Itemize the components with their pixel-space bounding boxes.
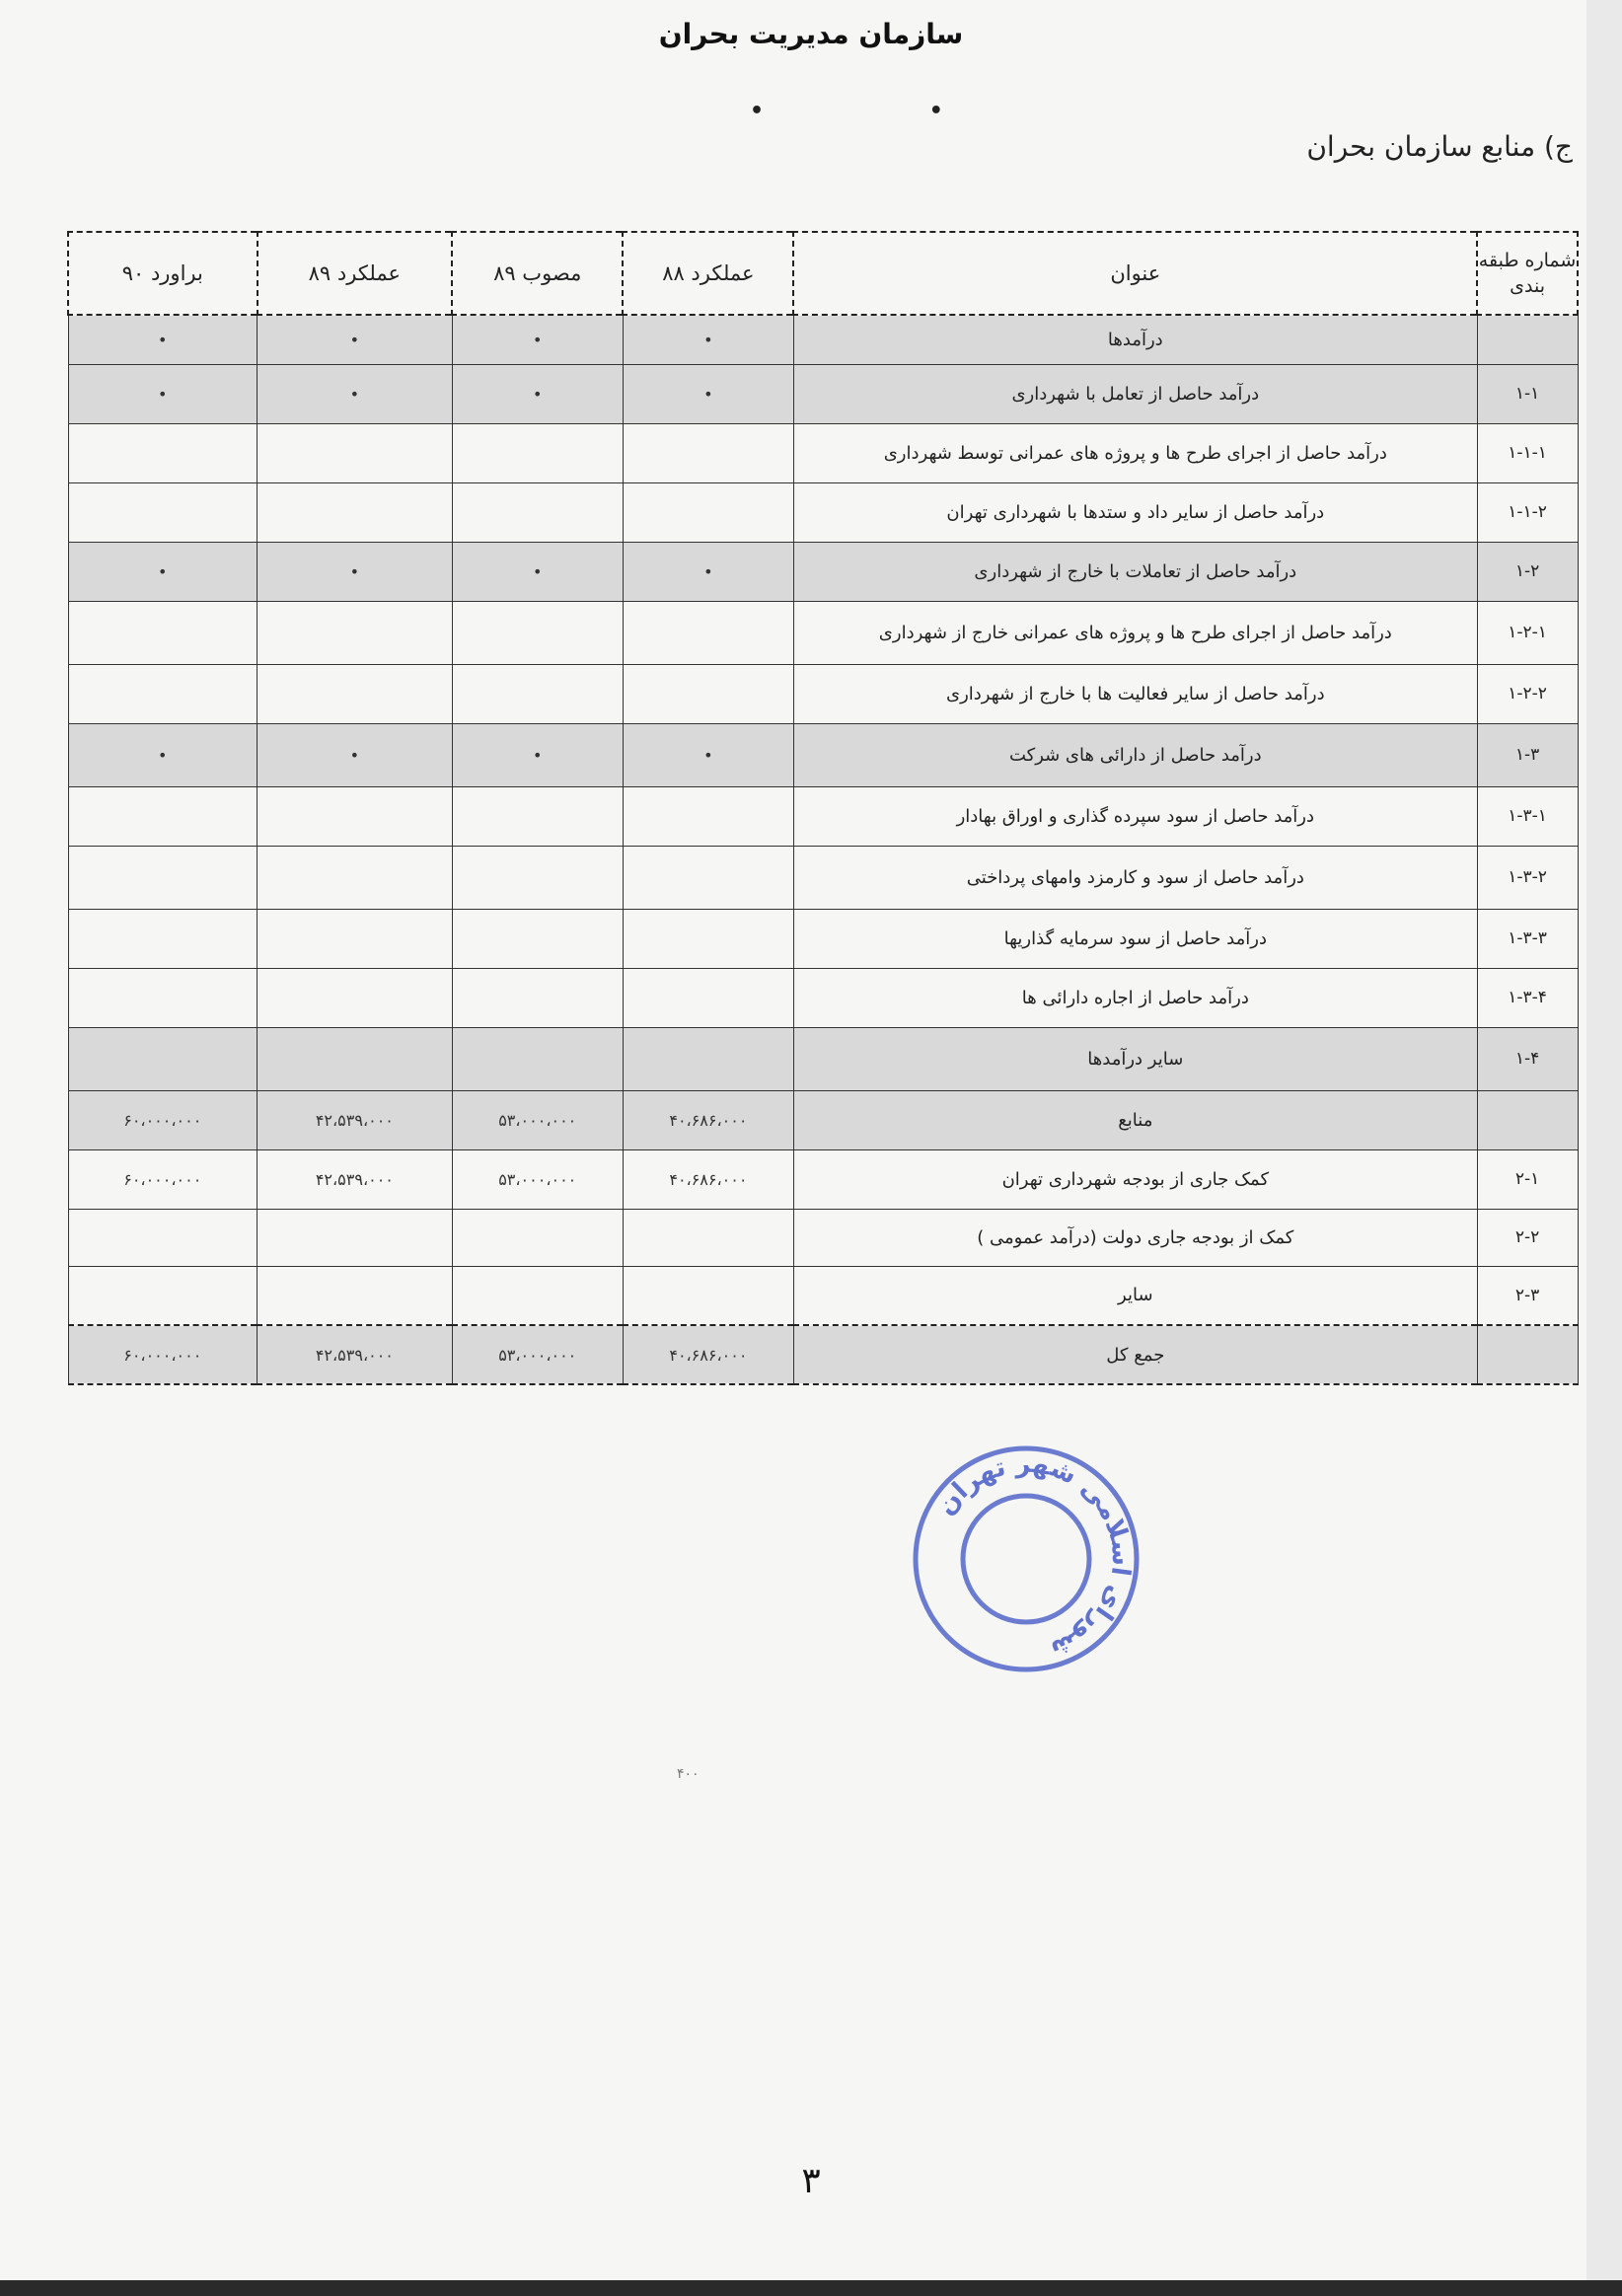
cell-actual-89 (258, 1266, 453, 1325)
stamp-inner-ring (963, 1496, 1089, 1622)
cell-actual-89 (258, 1209, 453, 1266)
cell-estimate-90 (68, 601, 258, 664)
cell-title: کمک از بودجه جاری دولت (درآمد عمومی ) (793, 1209, 1477, 1266)
cell-code: ۱-۲ (1477, 542, 1578, 601)
cell-approved-89 (452, 1266, 623, 1325)
page-number: ۳ (801, 2161, 821, 2201)
header-dots: • • (750, 99, 1022, 123)
table-row (68, 1266, 1578, 1325)
cell-estimate-90: • (68, 315, 258, 364)
cell-title: سایر (793, 1266, 1477, 1325)
cell-actual-89: • (258, 723, 453, 786)
cell-approved-89: • (452, 315, 623, 364)
section-title: ج) منابع سازمان بحران (1306, 130, 1573, 163)
cell-approved-89: • (452, 542, 623, 601)
cell-estimate-90: ۶۰،۰۰۰،۰۰۰ (68, 1090, 258, 1149)
cell-title: درآمد حاصل از تعاملات با خارج از شهرداری (793, 542, 1477, 601)
cell-estimate-90: • (68, 542, 258, 601)
header-actual-89: عملکرد ۸۹ (258, 232, 453, 315)
cell-approved-89: ۵۳،۰۰۰،۰۰۰ (452, 1090, 623, 1149)
cell-code: ۲-۲ (1477, 1209, 1578, 1266)
header-approved-89: مصوب ۸۹ (452, 232, 623, 315)
cell-actual-88: • (623, 364, 793, 423)
table-row (68, 1149, 1578, 1209)
cell-actual-89: • (258, 542, 453, 601)
cell-estimate-90 (68, 786, 258, 846)
cell-actual-88 (623, 1027, 793, 1090)
cell-actual-89: ۴۲،۵۳۹،۰۰۰ (258, 1325, 453, 1384)
cell-approved-89 (452, 786, 623, 846)
cell-actual-89 (258, 423, 453, 482)
cell-actual-88 (623, 482, 793, 542)
table-body (68, 315, 1578, 1384)
cell-approved-89 (452, 909, 623, 968)
resources-table (67, 231, 1579, 1385)
cell-code: ۱-۴ (1477, 1027, 1578, 1090)
cell-estimate-90: ۶۰،۰۰۰،۰۰۰ (68, 1325, 258, 1384)
cell-title: درآمد حاصل از سایر داد و ستدها با شهرداری تهران (793, 482, 1477, 542)
cell-approved-89 (452, 423, 623, 482)
table-row (68, 542, 1578, 601)
cell-actual-88 (623, 909, 793, 968)
scan-edge-right (1586, 0, 1622, 2296)
cell-actual-88 (623, 968, 793, 1027)
scan-edge-bottom (0, 2280, 1622, 2296)
cell-actual-88 (623, 846, 793, 909)
cell-approved-89: • (452, 364, 623, 423)
cell-actual-88: • (623, 315, 793, 364)
cell-approved-89 (452, 1027, 623, 1090)
cell-title: درآمد حاصل از اجاره دارائی ها (793, 968, 1477, 1027)
cell-title: درآمد حاصل از تعامل با شهرداری (793, 364, 1477, 423)
cell-actual-88 (623, 601, 793, 664)
cell-approved-89 (452, 664, 623, 723)
council-stamp (908, 1441, 1144, 1677)
cell-approved-89 (452, 968, 623, 1027)
table-row (68, 664, 1578, 723)
table-row (68, 1090, 1578, 1149)
table-row (68, 601, 1578, 664)
cell-title: درآمد حاصل از دارائی های شرکت (793, 723, 1477, 786)
cell-actual-89: • (258, 315, 453, 364)
header-estimate-90: براورد ۹۰ (68, 232, 258, 315)
cell-estimate-90 (68, 968, 258, 1027)
cell-actual-88: • (623, 723, 793, 786)
cell-code: ۱-۳-۱ (1477, 786, 1578, 846)
cell-code: ۱-۲-۲ (1477, 664, 1578, 723)
cell-title: درآمدها (793, 315, 1477, 364)
cell-actual-89 (258, 1027, 453, 1090)
cell-actual-89 (258, 909, 453, 968)
cell-title: درآمد حاصل از اجرای طرح ها و پروژه های عمرانی خارج از شهرداری (793, 601, 1477, 664)
cell-code: ۱-۳ (1477, 723, 1578, 786)
cell-actual-89: ۴۲،۵۳۹،۰۰۰ (258, 1090, 453, 1149)
cell-code: ۱-۲-۱ (1477, 601, 1578, 664)
cell-estimate-90: • (68, 364, 258, 423)
cell-estimate-90 (68, 423, 258, 482)
header-actual-88: عملکرد ۸۸ (623, 232, 793, 315)
cell-approved-89: • (452, 723, 623, 786)
table-row (68, 315, 1578, 364)
cell-title: درآمد حاصل از سود و کارمزد وامهای پرداختی (793, 846, 1477, 909)
cell-code: ۱-۳-۴ (1477, 968, 1578, 1027)
stray-mark: ۴۰۰ (677, 1766, 700, 1782)
cell-title: درآمد حاصل از سایر فعالیت ها با خارج از شهرداری (793, 664, 1477, 723)
table-row (68, 846, 1578, 909)
cell-actual-89 (258, 601, 453, 664)
cell-code: ۱-۳-۳ (1477, 909, 1578, 968)
cell-title: منابع (793, 1090, 1477, 1149)
cell-estimate-90 (68, 846, 258, 909)
cell-actual-89 (258, 786, 453, 846)
header-code: شماره طبقه بندی (1477, 232, 1578, 315)
table-row (68, 1325, 1578, 1384)
cell-title: کمک جاری از بودجه شهرداری تهران (793, 1149, 1477, 1209)
cell-code: ۲-۱ (1477, 1149, 1578, 1209)
cell-actual-89 (258, 482, 453, 542)
cell-estimate-90 (68, 482, 258, 542)
cell-title: درآمد حاصل از سود سرمایه گذاریها (793, 909, 1477, 968)
cell-approved-89: ۵۳،۰۰۰،۰۰۰ (452, 1325, 623, 1384)
resources-table-wrap (67, 231, 1579, 1385)
table-row (68, 1027, 1578, 1090)
cell-title: سایر درآمدها (793, 1027, 1477, 1090)
cell-actual-88 (623, 1209, 793, 1266)
table-row (68, 786, 1578, 846)
cell-estimate-90: ۶۰،۰۰۰،۰۰۰ (68, 1149, 258, 1209)
table-row (68, 1209, 1578, 1266)
cell-approved-89 (452, 846, 623, 909)
cell-actual-88 (623, 664, 793, 723)
cell-actual-89 (258, 846, 453, 909)
table-row (68, 968, 1578, 1027)
table-row (68, 723, 1578, 786)
cell-estimate-90 (68, 1266, 258, 1325)
cell-approved-89: ۵۳،۰۰۰،۰۰۰ (452, 1149, 623, 1209)
cell-code: ۱-۱-۱ (1477, 423, 1578, 482)
cell-approved-89 (452, 1209, 623, 1266)
cell-actual-88: ۴۰،۶۸۶،۰۰۰ (623, 1090, 793, 1149)
table-row (68, 423, 1578, 482)
cell-estimate-90 (68, 664, 258, 723)
cell-actual-88 (623, 1266, 793, 1325)
cell-actual-88 (623, 423, 793, 482)
stamp-text: شورای اسلامی شهر تهران (930, 1448, 1137, 1665)
cell-approved-89 (452, 601, 623, 664)
cell-title: درآمد حاصل از اجرای طرح ها و پروژه های عمرانی توسط شهرداری (793, 423, 1477, 482)
cell-title: جمع کل (793, 1325, 1477, 1384)
table-header-row (68, 232, 1578, 315)
cell-actual-89: ۴۲،۵۳۹،۰۰۰ (258, 1149, 453, 1209)
cell-actual-88 (623, 786, 793, 846)
table-row (68, 364, 1578, 423)
cell-code: ۱-۳-۲ (1477, 846, 1578, 909)
header-title: عنوان (793, 232, 1477, 315)
cell-actual-88: ۴۰،۶۸۶،۰۰۰ (623, 1325, 793, 1384)
cell-actual-88: ۴۰،۶۸۶،۰۰۰ (623, 1149, 793, 1209)
cell-code (1477, 315, 1578, 364)
cell-actual-88: • (623, 542, 793, 601)
cell-estimate-90 (68, 909, 258, 968)
cell-code: ۲-۳ (1477, 1266, 1578, 1325)
cell-estimate-90: • (68, 723, 258, 786)
cell-code (1477, 1090, 1578, 1149)
cell-estimate-90 (68, 1209, 258, 1266)
cell-estimate-90 (68, 1027, 258, 1090)
table-row (68, 909, 1578, 968)
cell-actual-89: • (258, 364, 453, 423)
cell-actual-89 (258, 664, 453, 723)
cell-code: ۱-۱-۲ (1477, 482, 1578, 542)
cell-code: ۱-۱ (1477, 364, 1578, 423)
cell-approved-89 (452, 482, 623, 542)
table-row (68, 482, 1578, 542)
organization-title: سازمان مدیریت بحران (658, 18, 964, 50)
cell-code (1477, 1325, 1578, 1384)
cell-title: درآمد حاصل از سود سپرده گذاری و اوراق بهادار (793, 786, 1477, 846)
cell-actual-89 (258, 968, 453, 1027)
